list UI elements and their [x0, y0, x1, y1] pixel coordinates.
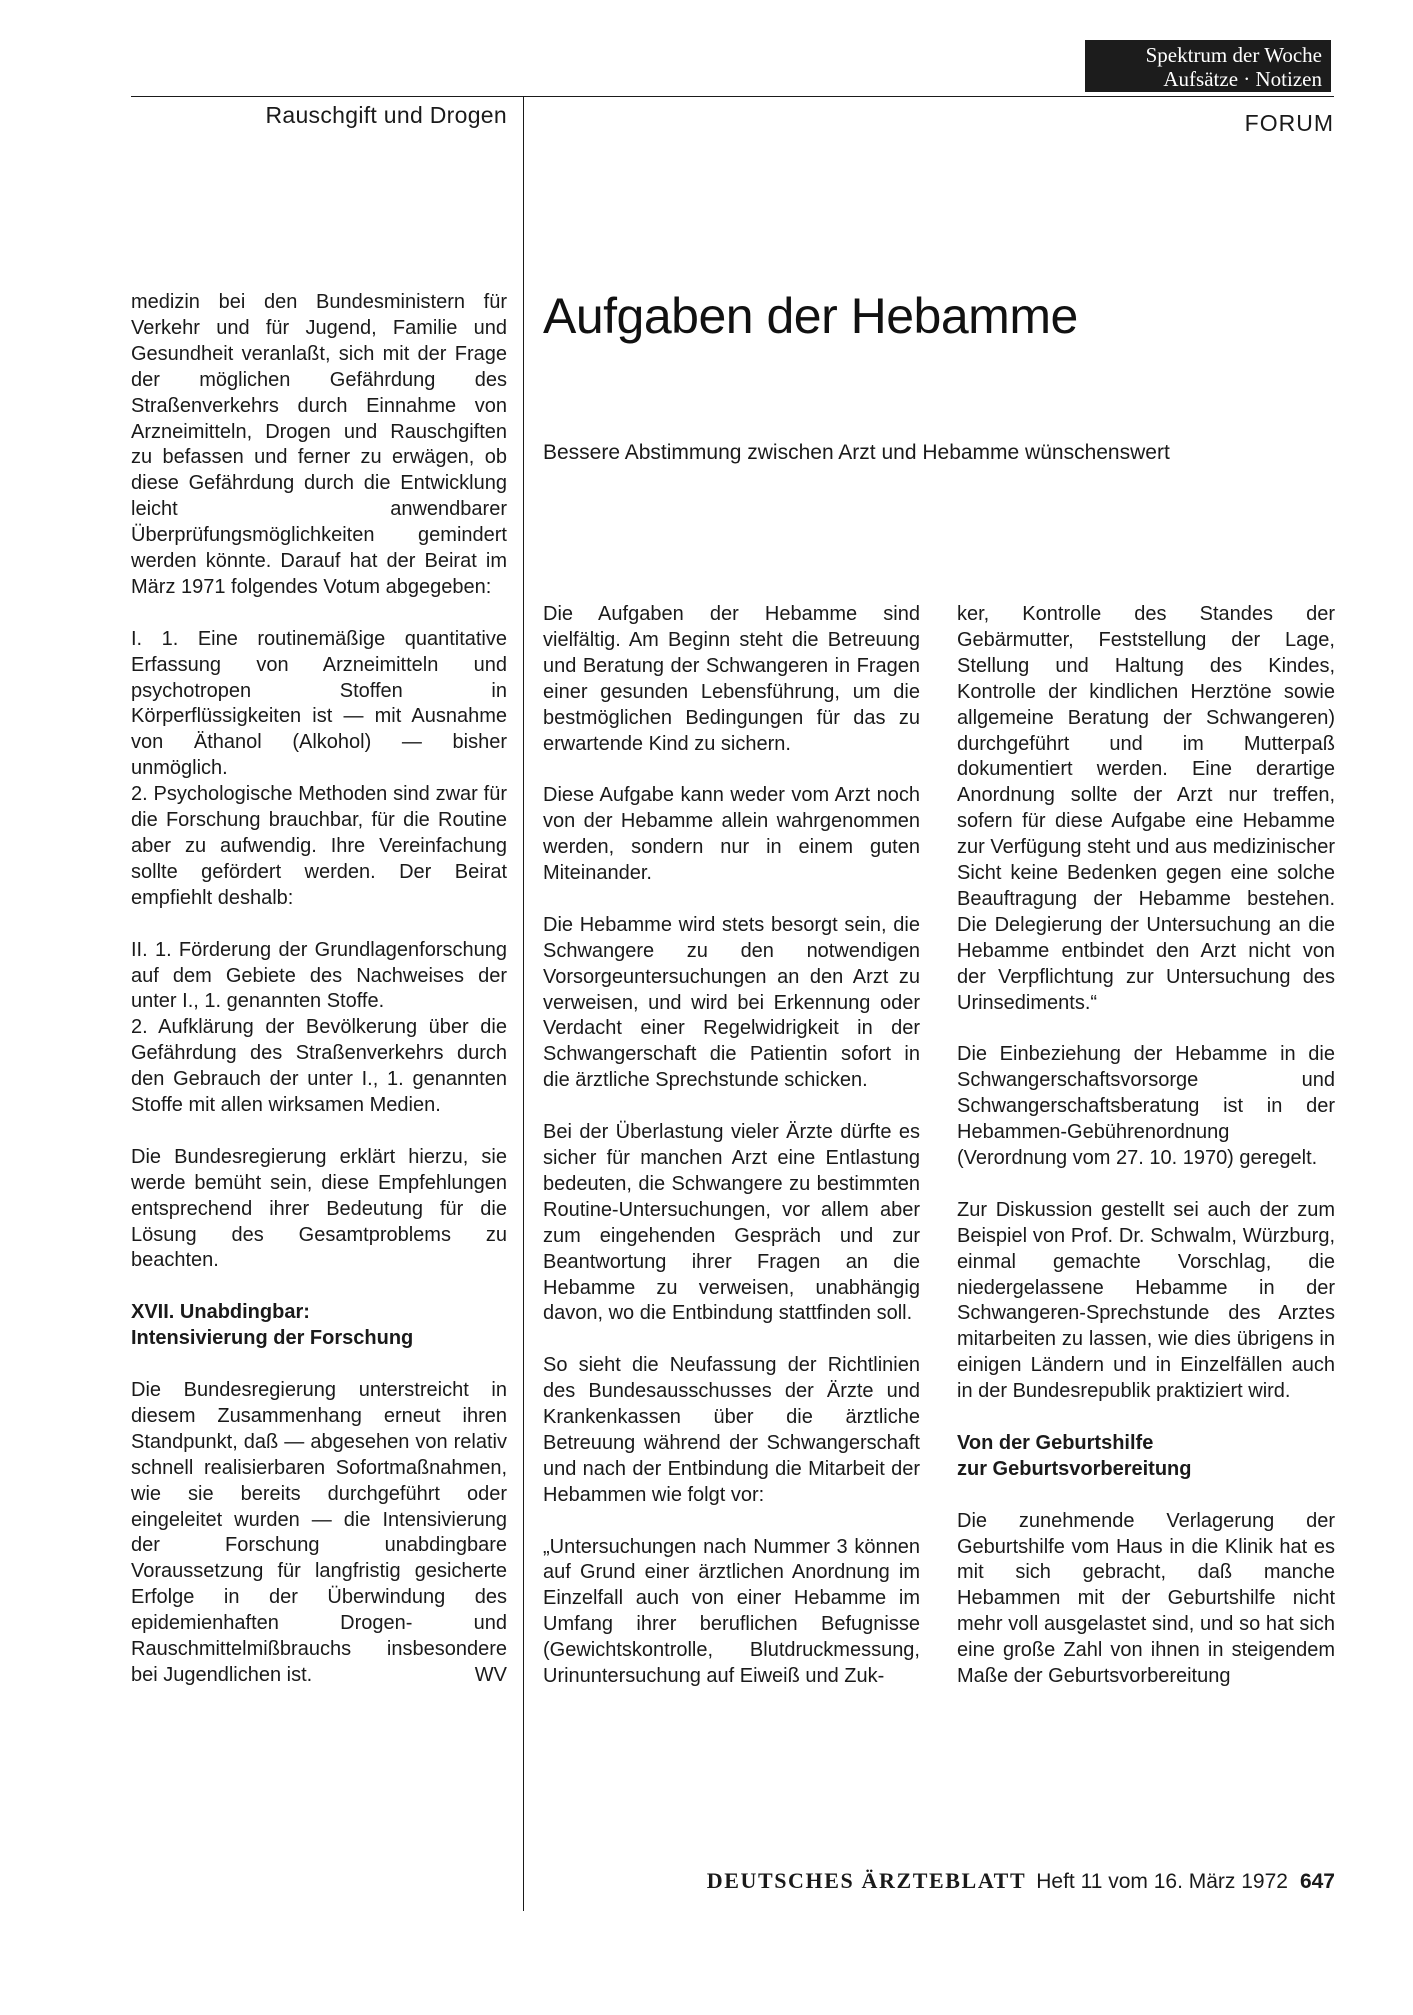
running-head-left: Rauschgift und Drogen [265, 102, 507, 128]
running-head-right: FORUM [1244, 110, 1334, 136]
heading-line: zur Geburtsvorbereitung [957, 1457, 1192, 1480]
section-heading [131, 1300, 507, 1352]
paragraph: Bei der Überlastung vieler Ärzte dürfte es sicher für manchen Arzt eine Entlastung bedeuten, die Schwangere zu bestimmten Routine-Untersuchungen, vor allem aber zum eingehenden Gespräch und zur Beantwortung ihrer Fragen an die Hebamme zu verweisen, unabhängig davon, wo die Entbindung stattfinden soll. [543, 1121, 920, 1325]
badge-line-1: Spektrum der Woche [1145, 43, 1322, 67]
heading-line: Intensivierung der Forschung [131, 1327, 414, 1350]
paragraph: Die Bundesregierung erklärt hierzu, sie werde bemüht sein, diese Empfehlungen entsprechend ihrer Bedeutung für die Lösung des Gesamtproblems zu beachten. [131, 1145, 507, 1272]
paragraph: Die Hebamme wird stets besorgt sein, die Schwangere zu den notwendigen Vorsorgeuntersuchungen an den Arzt zu verweisen, und wird bei Erkennung oder Verdacht einer Regelwidrigkeit in der Schwangerschaft die Patientin sofort in die ärztliche Sprechstunde schicken. [543, 913, 920, 1092]
paragraph [131, 1378, 507, 1689]
section-heading [957, 1431, 1335, 1483]
paragraph [131, 627, 507, 912]
list-item: 2. Psychologische Methoden sind zwar für die Forschung brauchbar, für die Routine aber zu aufwendig. Ihre Vereinfachung sollte gefördert werden. Der Beirat empfiehlt deshalb: [131, 783, 507, 909]
right-column [957, 602, 1335, 1690]
paragraph-text: Die Bundesregierung unterstreicht in diesem Zusammenhang erneut ihren Standpunkt, daß — abgesehen von relativ schnell realisierbaren Sofortmaßnahmen, wie sie bereits durchgeführt oder eingeleitet wurden — die Intensivierung der Forschung unabdingbare Voraussetzung für langfristig gesicherte Erfolge in der Überwindung des epidemienhaften Drogen- und Rauschmittelmißbrauchs insbesondere bei Jugendlichen ist. [131, 1378, 507, 1686]
paragraph: medizin bei den Bundesministern für Verkehr und für Jugend, Familie und Gesundheit veranlaßt, sich mit der Frage der möglichen Gefährdung des Straßenverkehrs durch Einnahme von Arzneimitteln, Drogen und Rauschgiften zu befassen und ferner zu erwägen, ob diese Gefährdung durch die Entwicklung leicht anwendbarer Überprüfungsmöglichkeiten gemindert werden könnte. Darauf hat der Beirat im März 1971 folgendes Votum abgegeben: [131, 291, 507, 598]
paragraph: Zur Diskussion gestellt sei auch der zum Beispiel von Prof. Dr. Schwalm, Würzburg, einmal gemachte Vorschlag, die niedergelassene Hebamme in der Schwangeren-Sprechstunde des Arztes mitarbeiten zu lassen, wie dies übrigens in einigen Ländern und in Einzelfällen auch in der Bundesrepublik praktiziert wird. [957, 1198, 1335, 1403]
paragraph: Die Einbeziehung der Hebamme in die Schwangerschaftsvorsorge und Schwangerschaftsberatung ist in der Hebammen-Gebührenordnung (Verordnung vom 27. 10. 1970) geregelt. [957, 1043, 1335, 1170]
heading-line: XVII. Unabdingbar: [131, 1301, 310, 1324]
header-rule [131, 96, 1334, 97]
issue-info: Heft 11 vom 16. März 1972 [1036, 1870, 1288, 1893]
section-badge [1085, 40, 1331, 92]
paragraph: Diese Aufgabe kann weder vom Arzt noch von der Hebamme allein wahrgenommen werden, sondern nur in einem guten Miteinander. [543, 784, 920, 885]
paragraph [131, 938, 507, 1119]
paragraph: So sieht die Neufassung der Richtlinien des Bundesausschusses der Ärzte und Krankenkassen über die ärztliche Betreuung während der Schwangerschaft und nach der Entbindung die Mitarbeit der Hebammen wie folgt vor: [543, 1354, 920, 1506]
author-signature: WV [474, 1663, 507, 1686]
left-column [131, 290, 507, 1689]
quote-paragraph: „Untersuchungen nach Nummer 3 können auf Grund einer ärztlichen Anordnung im Einzelfall auch von einer Hebamme im Umfang ihrer beruflichen Befugnisse (Gewichtskontrolle, Blutdruckmessung, Urinuntersuchung auf Eiweiß und Zuk- [543, 1535, 920, 1688]
paragraph: Die zunehmende Verlagerung der Geburtshilfe vom Haus in die Klinik hat es mit sich gebracht, daß manche Hebammen mit der Geburtshilfe nicht mehr voll ausgelastet sind, und so hat sich eine große Zahl von ihnen in steigendem Maße der Geburtsvorbereitung [957, 1509, 1335, 1688]
article-title: Aufgaben der Hebamme [543, 288, 1078, 344]
journal-name: DEUTSCHES ÄRZTEBLATT [706, 1868, 1027, 1893]
list-item: II. 1. Förderung der Grundlagenforschung auf dem Gebiete des Nachweises der unter I., 1. genannten Stoffe. [131, 938, 507, 1013]
heading-line: Von der Geburtshilfe [957, 1431, 1154, 1454]
list-item: 2. Aufklärung der Bevölkerung über die Gefährdung des Straßenverkehrs durch den Gebrauch der unter I., 1. genannten Stoffe mit allen wirksamen Medien. [131, 1016, 507, 1117]
list-item: I. 1. Eine routinemäßige quantitative Erfassung von Arzneimitteln und psychotropen Stoffen in Körperflüssigkeiten ist — mit Ausnahme von Äthanol (Alkohol) — bisher unmöglich. [131, 627, 507, 780]
page-number: 647 [1299, 1870, 1335, 1893]
badge-line-2: Aufsätze · Notizen [1163, 67, 1322, 91]
middle-column [543, 602, 920, 1690]
page-footer [600, 1868, 1335, 1894]
article-subtitle: Bessere Abstimmung zwischen Arzt und Hebamme wünschenswert [543, 441, 1170, 464]
column-divider [523, 96, 524, 1911]
quote-paragraph: ker, Kontrolle des Standes der Gebärmutter, Feststellung der Lage, Stellung und Haltung des Kindes, Kontrolle der kindlichen Herztöne sowie allgemeine Beratung der Schwangeren) durchgeführt und im Mutterpaß dokumentiert werden. Eine derartige Anordnung sollte der Arzt nur treffen, sofern für diese Aufgabe eine Hebamme zur Verfügung steht und aus medizinischer Sicht keine Bedenken gegen eine solche Beauftragung der Hebamme bestehen. Die Delegierung der Untersuchung an die Hebamme entbindet den Arzt nicht von der Verpflichtung zur Untersuchung des Urinsediments.“ [957, 603, 1335, 1014]
paragraph: Die Aufgaben der Hebamme sind vielfältig. Am Beginn steht die Betreuung und Beratung der Schwangeren in Fragen einer gesunden Lebensführung, um die bestmöglichen Bedingungen für das zu erwartende Kind zu sichern. [543, 603, 920, 755]
